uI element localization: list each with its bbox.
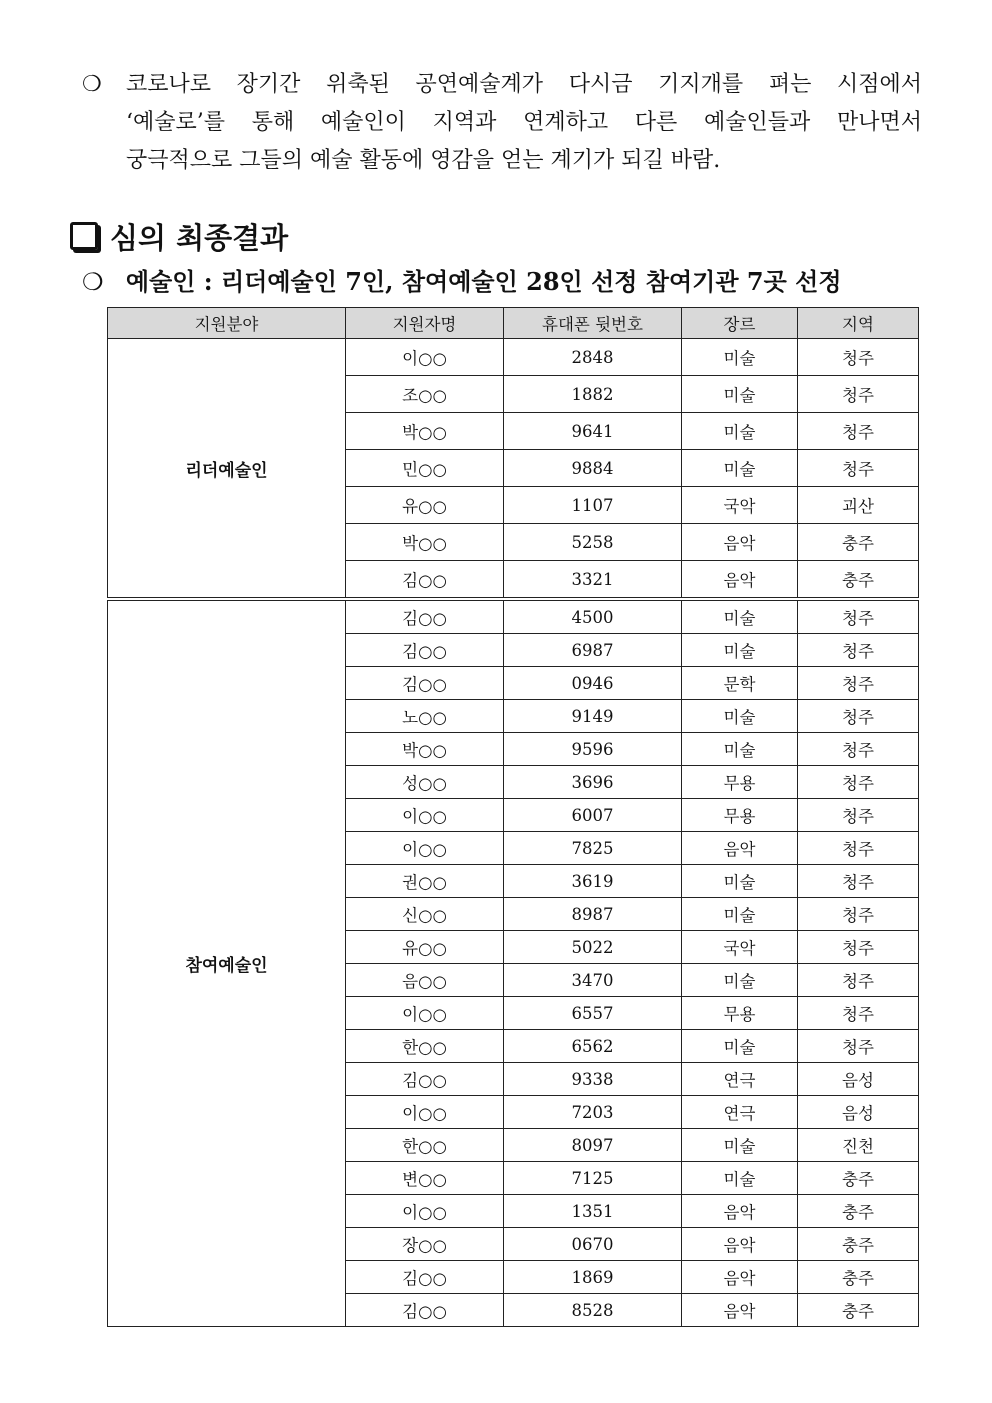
genre-cell: 무용 [682,766,798,799]
region-cell: 청주 [798,898,919,931]
phone-cell: 3470 [504,964,682,997]
genre-cell: 미술 [682,339,798,376]
region-cell: 청주 [798,376,919,413]
genre-cell: 미술 [682,450,798,487]
region-cell: 청주 [798,339,919,376]
region-cell: 충주 [798,1195,919,1228]
genre-cell: 미술 [682,1030,798,1063]
phone-cell: 9596 [504,733,682,766]
selection-results-table [107,307,919,1327]
section-heading [70,216,288,256]
name-cell: 한○○ [346,1129,504,1162]
region-cell: 청주 [798,733,919,766]
name-cell: 조○○ [346,376,504,413]
phone-cell: 2848 [504,339,682,376]
name-cell: 이○○ [346,1096,504,1129]
genre-cell: 연극 [682,1063,798,1096]
region-cell: 청주 [798,599,919,634]
region-cell: 청주 [798,1030,919,1063]
name-cell: 유○○ [346,487,504,524]
header-field: 지원분야 [108,308,346,339]
phone-cell: 6562 [504,1030,682,1063]
region-cell: 청주 [798,700,919,733]
header-region: 지역 [798,308,919,339]
phone-cell: 4500 [504,599,682,634]
region-cell: 충주 [798,1228,919,1261]
phone-cell: 0946 [504,667,682,700]
name-cell: 권○○ [346,865,504,898]
genre-cell: 미술 [682,1129,798,1162]
name-cell: 박○○ [346,524,504,561]
genre-cell: 미술 [682,733,798,766]
genre-cell: 국악 [682,487,798,524]
genre-cell: 미술 [682,376,798,413]
phone-cell: 9884 [504,450,682,487]
name-cell: 김○○ [346,1261,504,1294]
genre-cell: 미술 [682,1162,798,1195]
genre-cell: 음악 [682,561,798,600]
phone-cell: 7203 [504,1096,682,1129]
phone-cell: 9338 [504,1063,682,1096]
name-cell: 박○○ [346,413,504,450]
table-row [108,599,919,634]
region-cell: 청주 [798,964,919,997]
region-cell: 청주 [798,799,919,832]
leader-artist-group [108,339,919,600]
genre-cell: 무용 [682,997,798,1030]
name-cell: 김○○ [346,634,504,667]
name-cell: 이○○ [346,799,504,832]
intro-line: ‘예술로’를 통해 예술인이 지역과 연계하고 다른 예술인들과 만나면서 [126,110,922,135]
phone-cell: 1882 [504,376,682,413]
header-genre: 장르 [682,308,798,339]
category-cell: 참여예술인 [108,599,346,1327]
genre-cell: 연극 [682,1096,798,1129]
region-cell: 음성 [798,1063,919,1096]
result-summary-text: 예술인 : 리더예술인 7인, 참여예술인 28인 선정 참여기관 7곳 선정 [125,267,842,296]
phone-cell: 1869 [504,1261,682,1294]
genre-cell: 음악 [682,1228,798,1261]
phone-cell: 1351 [504,1195,682,1228]
phone-cell: 6987 [504,634,682,667]
phone-cell: 6557 [504,997,682,1030]
phone-cell: 6007 [504,799,682,832]
name-cell: 김○○ [346,667,504,700]
name-cell: 박○○ [346,733,504,766]
name-cell: 김○○ [346,561,504,600]
table-row [108,339,919,376]
region-cell: 청주 [798,413,919,450]
phone-cell: 0670 [504,1228,682,1261]
phone-cell: 3321 [504,561,682,600]
genre-cell: 음악 [682,1195,798,1228]
genre-cell: 국악 [682,931,798,964]
genre-cell: 문학 [682,667,798,700]
name-cell: 이○○ [346,1195,504,1228]
intro-paragraph [82,66,922,180]
region-cell: 충주 [798,1162,919,1195]
region-cell: 청주 [798,766,919,799]
circle-bullet-icon: ❍ [82,72,102,97]
region-cell: 청주 [798,667,919,700]
result-summary [82,262,842,297]
phone-cell: 8987 [504,898,682,931]
region-cell: 청주 [798,997,919,1030]
genre-cell: 미술 [682,964,798,997]
region-cell: 괴산 [798,487,919,524]
region-cell: 충주 [798,524,919,561]
circle-bullet-icon: ❍ [82,268,104,296]
header-name: 지원자명 [346,308,504,339]
name-cell: 김○○ [346,1063,504,1096]
phone-cell: 8097 [504,1129,682,1162]
name-cell: 성○○ [346,766,504,799]
phone-cell: 9641 [504,413,682,450]
name-cell: 변○○ [346,1162,504,1195]
category-cell: 리더예술인 [108,339,346,600]
name-cell: 김○○ [346,599,504,634]
intro-line: 코로나로 장기간 위축된 공연예술계가 다시금 기지개를 펴는 시점에서 [126,72,922,97]
region-cell: 충주 [798,1294,919,1327]
genre-cell: 미술 [682,898,798,931]
name-cell: 노○○ [346,700,504,733]
genre-cell: 미술 [682,700,798,733]
phone-cell: 3696 [504,766,682,799]
checkbox-square-icon [70,222,98,250]
region-cell: 음성 [798,1096,919,1129]
region-cell: 진천 [798,1129,919,1162]
header-phone: 휴대폰 뒷번호 [504,308,682,339]
name-cell: 민○○ [346,450,504,487]
phone-cell: 9149 [504,700,682,733]
participant-artist-group [108,599,919,1327]
phone-cell: 7125 [504,1162,682,1195]
phone-cell: 3619 [504,865,682,898]
genre-cell: 음악 [682,524,798,561]
genre-cell: 음악 [682,1261,798,1294]
region-cell: 청주 [798,832,919,865]
phone-cell: 8528 [504,1294,682,1327]
name-cell: 이○○ [346,997,504,1030]
name-cell: 이○○ [346,832,504,865]
region-cell: 청주 [798,931,919,964]
region-cell: 청주 [798,634,919,667]
table-header-row [108,308,919,339]
genre-cell: 미술 [682,634,798,667]
genre-cell: 미술 [682,599,798,634]
region-cell: 청주 [798,865,919,898]
region-cell: 충주 [798,561,919,600]
region-cell: 청주 [798,450,919,487]
genre-cell: 음악 [682,832,798,865]
phone-cell: 1107 [504,487,682,524]
intro-line: 궁극적으로 그들의 예술 활동에 영감을 얻는 계기가 되길 바람. [126,148,721,173]
region-cell: 충주 [798,1261,919,1294]
genre-cell: 음악 [682,1294,798,1327]
phone-cell: 5022 [504,931,682,964]
genre-cell: 미술 [682,865,798,898]
name-cell: 이○○ [346,339,504,376]
genre-cell: 무용 [682,799,798,832]
name-cell: 장○○ [346,1228,504,1261]
name-cell: 신○○ [346,898,504,931]
phone-cell: 5258 [504,524,682,561]
name-cell: 한○○ [346,1030,504,1063]
name-cell: 음○○ [346,964,504,997]
name-cell: 유○○ [346,931,504,964]
phone-cell: 7825 [504,832,682,865]
name-cell: 김○○ [346,1294,504,1327]
genre-cell: 미술 [682,413,798,450]
section-title: 심의 최종결과 [110,220,289,255]
